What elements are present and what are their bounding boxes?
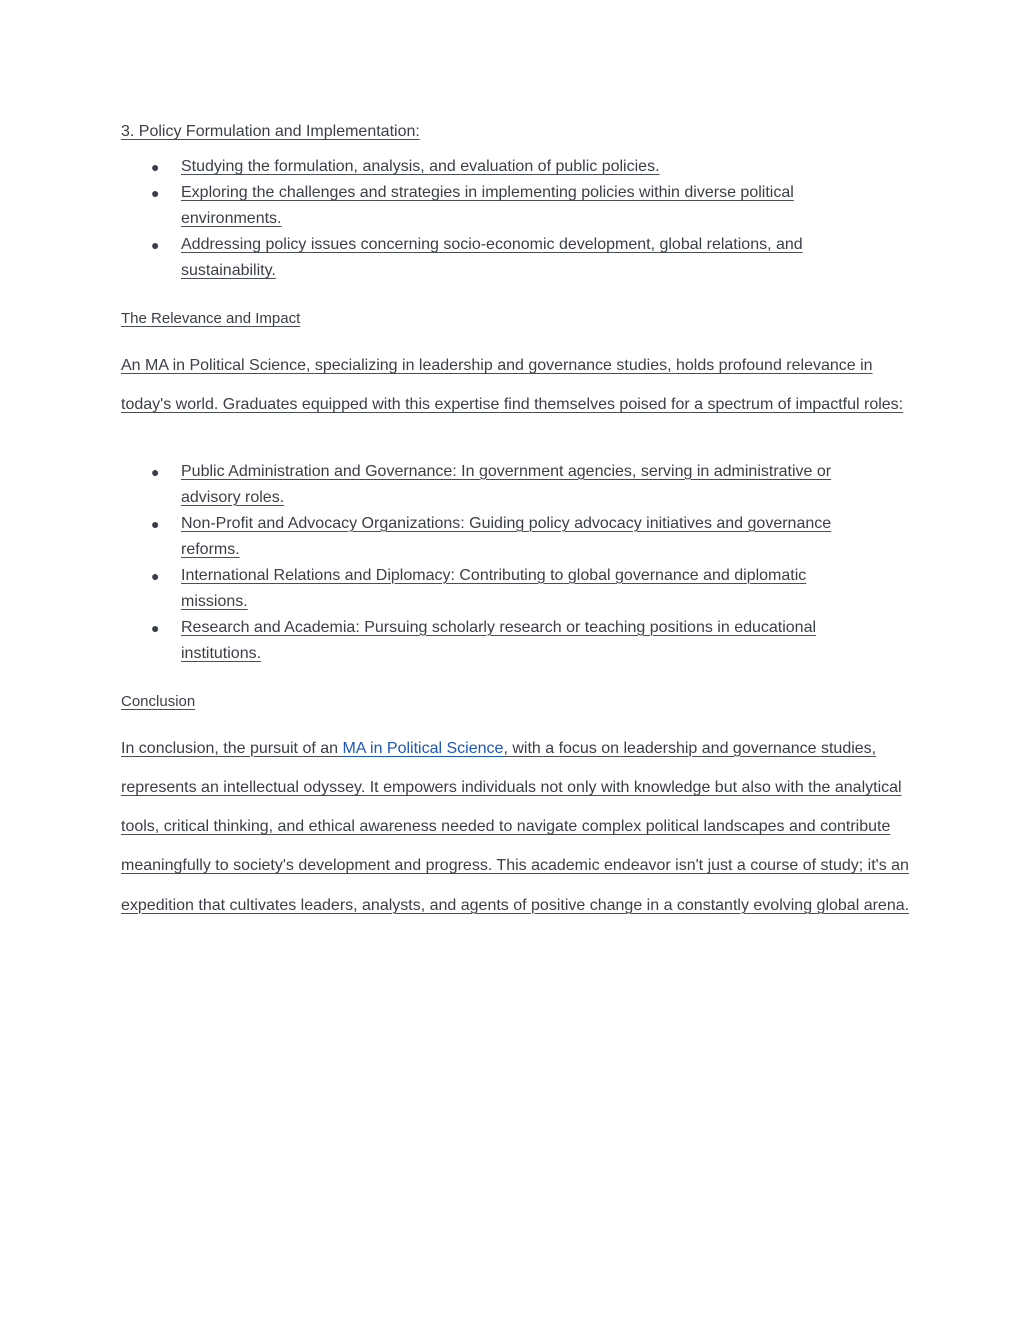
conclusion-paragraph — [121, 729, 911, 925]
bullet-icon: ● — [151, 619, 160, 636]
conclusion-text-end: , with a focus on leadership and governance studies, represents an intellectual odyssey. It empowers individuals not only with knowledge but also with the analytical tools, critical thinking, and ethical awareness needed to navigate complex political landscapes and contribute meaningfully to society's development and progress. This academic endeavor isn't just a course of study; it's an expedition that cultivates leaders, analysts, and agents of positive change in a constantly evolving global arena. — [121, 739, 910, 914]
bullet-icon: ● — [151, 567, 160, 584]
list-item: ● Addressing policy issues concerning socio-economic development, global relations, and sustainability. — [121, 232, 871, 284]
list-item: ● Research and Academia: Pursuing scholarly research or teaching positions in educational institutions. — [121, 615, 871, 667]
ma-political-science-link[interactable]: MA in Political Science — [342, 739, 504, 757]
list-item: ● Public Administration and Governance: In government agencies, serving in administrative or advisory roles. — [121, 459, 871, 511]
relevance-paragraph: An MA in Political Science, specializing in leadership and governance studies, holds profound relevance in today's world. Graduates equipped with this expertise find themselves poised for a spectrum of impactful roles: — [121, 357, 904, 414]
bullet-icon: ● — [151, 237, 160, 253]
list-item: ● International Relations and Diplomacy: Contributing to global governance and diplomatic missions. — [121, 563, 871, 615]
list-item: ● Exploring the challenges and strategies in implementing policies within diverse political environments. — [121, 180, 871, 232]
bullet-icon: ● — [151, 185, 160, 201]
bullet-icon: ● — [151, 515, 160, 532]
policy-list — [121, 154, 911, 284]
roles-list — [121, 459, 911, 667]
list-item: ● Studying the formulation, analysis, and evaluation of public policies. — [121, 154, 871, 180]
policy-heading: 3. Policy Formulation and Implementation: — [121, 123, 420, 140]
relevance-heading: The Relevance and Impact — [121, 310, 301, 327]
bullet-icon: ● — [151, 159, 160, 175]
document-content — [121, 120, 911, 925]
conclusion-heading: Conclusion — [121, 692, 196, 710]
list-item: ● Non-Profit and Advocacy Organizations: Guiding policy advocacy initiatives and governance reforms. — [121, 511, 871, 563]
conclusion-text-start: In conclusion, the pursuit of an — [121, 739, 343, 757]
bullet-icon: ● — [151, 463, 160, 480]
